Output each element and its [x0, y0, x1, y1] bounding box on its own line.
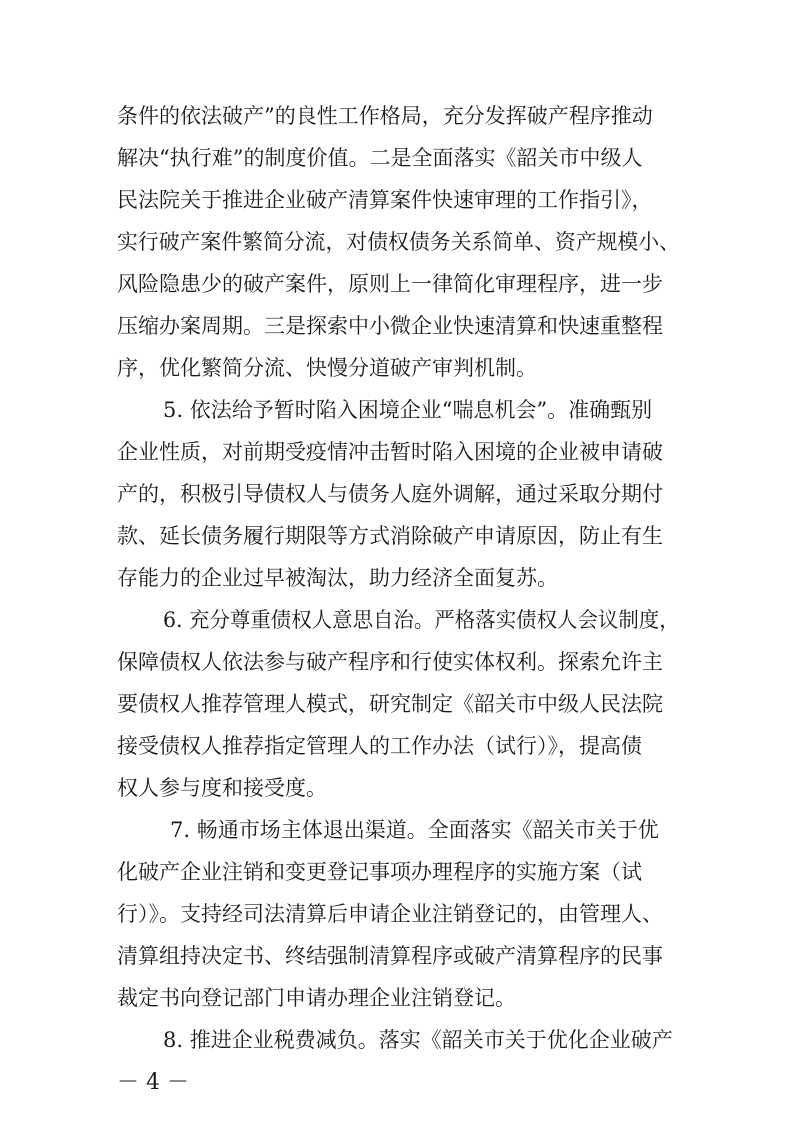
- text-line: 产的，积极引导债权人与债务人庭外调解，通过采取分期付: [117, 482, 663, 506]
- text-line: 实行破产案件繁简分流，对债权债务关系简单、资产规模小、: [117, 230, 680, 254]
- text-line: 序，优化繁简分流、快慢分道破产审判机制。: [117, 356, 537, 380]
- text-line: 解决“执行难”的制度价值。二是全面落实《韶关市中级人: [117, 146, 643, 170]
- text-line: 压缩办案周期。三是探索中小微企业快速清算和快速重整程: [117, 314, 663, 338]
- text-line: 条件的依法破产”的良性工作格局，充分发挥破产程序推动: [117, 104, 653, 128]
- text-line: 清算组持决定书、终结强制清算程序或破产清算程序的民事: [117, 944, 663, 968]
- text-line: 保障债权人依法参与破产程序和行使实体权利。探索允许主: [117, 650, 663, 674]
- text-line: 权人参与度和接受度。: [117, 776, 327, 800]
- section-heading-5: 5. 依法给予暂时陷入困境企业“喘息机会”。准确甄别: [163, 398, 653, 422]
- text-line: 存能力的企业过早被淘汰，助力经济全面复苏。: [117, 566, 558, 590]
- section-heading-8: 8. 推进企业税费减负。落实《韶关市关于优化企业破产: [163, 1028, 673, 1052]
- text-line: 企业性质，对前期受疫情冲击暂时陷入困境的企业被申请破: [117, 440, 663, 464]
- text-line: 接受债权人推荐指定管理人的工作办法（试行）》，提高债: [117, 734, 642, 758]
- section-heading-6: 6. 充分尊重债权人意思自治。严格落实债权人会议制度，: [163, 608, 680, 632]
- text-line: 款、延长债务履行期限等方式消除破产申请原因，防止有生: [117, 524, 663, 548]
- text-line: 化破产企业注销和变更登记事项办理程序的实施方案（试: [117, 860, 642, 884]
- text-line: 民法院关于推进企业破产清算案件快速审理的工作指引》，: [117, 188, 653, 212]
- text-line: 风险隐患少的破产案件，原则上一律简化审理程序，进一步: [117, 272, 663, 296]
- text-line: 行）》。支持经司法清算后申请企业注销登记的，由管理人、: [117, 902, 663, 926]
- text-line: 要债权人推荐管理人模式，研究制定《韶关市中级人民法院: [117, 692, 663, 716]
- section-heading-7: 7. 畅通市场主体退出渠道。全面落实《韶关市关于优: [170, 818, 659, 842]
- text-line: 裁定书向登记部门申请办理企业注销登记。: [117, 986, 516, 1010]
- page-number: － 4 －: [117, 1070, 189, 1095]
